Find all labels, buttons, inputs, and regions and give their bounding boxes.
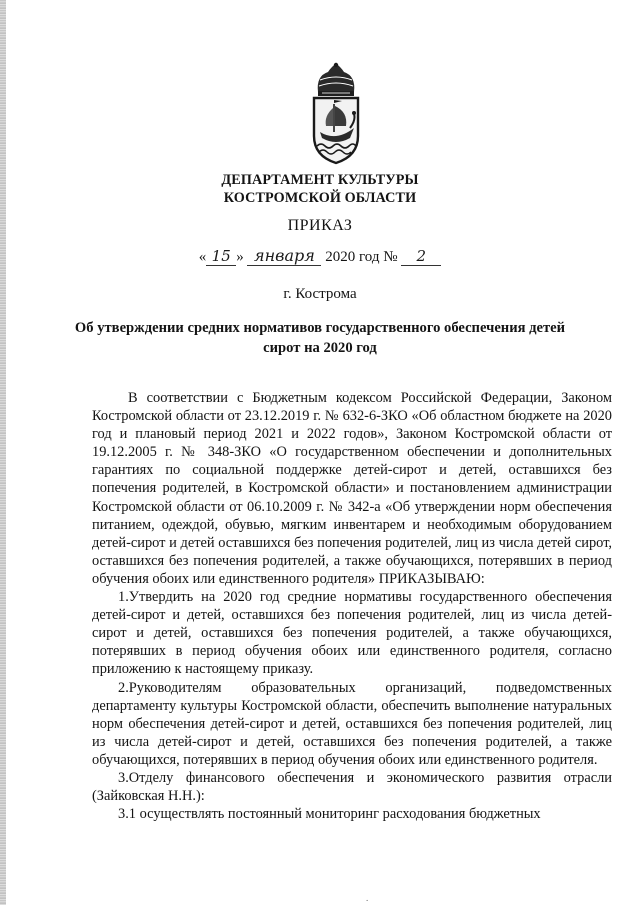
department-line-2: КОСТРОМСКОЙ ОБЛАСТИ: [223, 190, 417, 206]
preamble-paragraph: В соответствии с Бюджетным кодексом Российской Федерации, Законом Костромской области от 23.12.2019 г. № 632-6-ЗКО «Об областном бюджете на 2020 год и плановый период 2021 и 2022 годов», Законом Костромской области от 19.12.2005 г. № 348-ЗКО «О государственном обеспечении и дополнительных гарантиях по социальной поддержке детей-сирот и детей, оставшихся без попечения родителей, в Костромской области» и постановлением администрации Костромской области от 06.10.2009 г. № 342-а «Об утверждении норм обеспечения питанием, одеждой, обувью, мягким инвентарем и необходимым оборудованием детей-сирот и детей оставшихся без попечения родителей, лиц из числа детей сирот, оставшихся без попечения родителей, а также обучающихся, потерявших в период обучения обоих или единственного родителя» ПРИКАЗЫВАЮ:: [92, 390, 612, 587]
date-month: января: [247, 246, 321, 266]
order-body: [92, 389, 612, 823]
item-2-paragraph: 2.Руководителям образовательных организаций, подведомственных департаменту культуры Костромской области, обеспечить выполнение натуральных норм обеспечения детей-сирот и детей, оставшихся без попечения родителей, лиц из числа детей-сирот и детей, оставшихся без попечения родителей, а также обучающихся, потерявших в период обучения обоих или единственного родителя.: [92, 679, 612, 768]
date-open-quote: «: [198, 249, 207, 265]
kostroma-coat-of-arms-icon: [306, 62, 366, 166]
order-number: 2: [401, 247, 441, 266]
date-year-text: 2020 год №: [325, 249, 398, 265]
date-line: [0, 246, 640, 266]
order-subject: [0, 318, 640, 358]
department-name: [0, 171, 640, 207]
document-type: ПРИКАЗ: [287, 217, 353, 234]
scan-edge: [0, 0, 6, 905]
item-3-1-paragraph: 3.1 осуществлять постоянный мониторинг расходования бюджетных: [118, 806, 541, 823]
item-3-paragraph: 3.Отделу финансового обеспечения и экономического развития отрасли (Зайковская Н.Н.):: [92, 769, 612, 805]
date-close-quote: »: [236, 249, 244, 265]
department-line-1: ДЕПАРТАМЕНТ КУЛЬТУРЫ: [221, 172, 419, 188]
date-day: 15: [206, 247, 236, 266]
order-subject-line-2: сирот на 2020 год: [263, 340, 377, 356]
item-1-paragraph: 1.Утвердить на 2020 год средние нормативы государственного обеспечения детей-сирот и детей, оставшихся без попечения родителей, лиц из числа детей-сирот и детей, оставшихся без попечения родителей, а также обучающихся, потерявших в период обучения обоих или единственного родителя, согласно приложению к настоящему приказу.: [92, 589, 612, 678]
city-name: г. Кострома: [283, 286, 357, 302]
page-mark: .: [366, 893, 369, 903]
order-subject-line-1: Об утверждении средних нормативов государственного обеспечения детей: [74, 320, 566, 336]
